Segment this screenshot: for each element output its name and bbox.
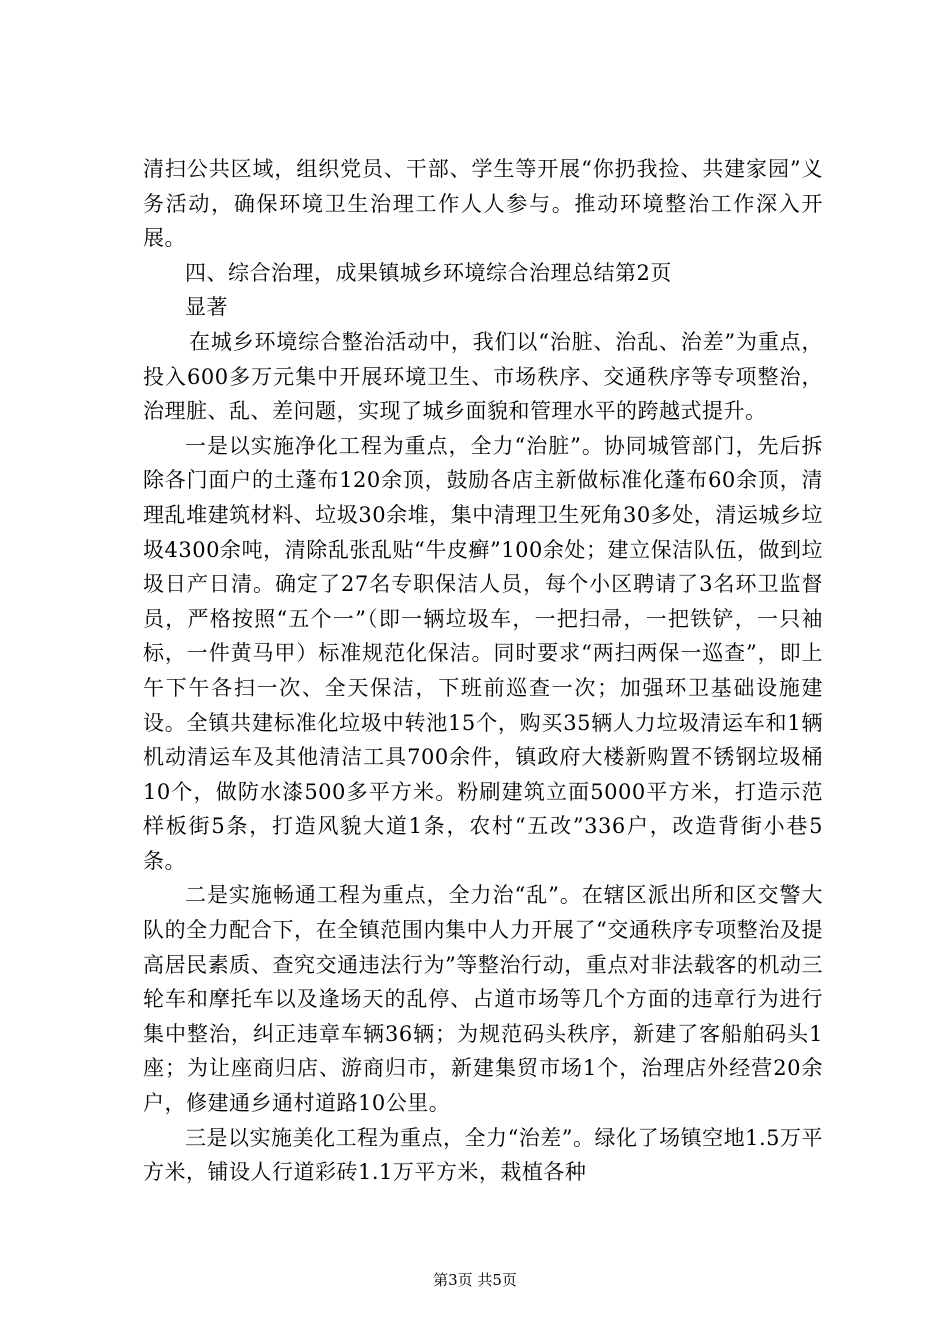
paragraph-cleaning-project: 一是以实施净化工程为重点，全力“治脏”。协同城管部门，先后拆除各门面户的土蓬布120余顶，鼓励各店主新做标准化蓬布60余顶，清理乱堆建筑材料、垃圾30余堆，集中清理卫生死角30多处，清运城乡垃圾4300余吨，清除乱张乱贴“牛皮癣”100余处；建立保洁队伍，做到垃圾日产日清。确定了27名专职保洁人员，每个小区聘请了3名环卫监督员，严格按照“五个一”（即一辆垃圾车，一把扫帚，一把铁铲，一只袖标，一件黄马甲）标准规范化保洁。同时要求“两扫两保一巡查”，即上午下午各扫一次、全天保洁，下班前巡查一次；加强环卫基础设施建设。全镇共建标准化垃圾中转池15个，购买35辆人力垃圾清运车和1辆机动清运车及其他清洁工具700余件，镇政府大楼新购置不锈钢垃圾桶10个，做防水漆500多平方米。粉刷建筑立面5000平方米，打造示范样板街5条，打造风貌大道1条，农村“五改”336户，改造背街小巷5条。 <box>143 433 823 873</box>
paragraph-beautify-project: 三是以实施美化工程为重点，全力“治差”。绿化了场镇空地1.5万平方米，铺设人行道彩砖1.1万平方米，栽植各种 <box>143 1125 823 1185</box>
page-number: 第3页 共5页 <box>433 1271 517 1289</box>
document-body <box>143 152 823 1190</box>
page-footer <box>0 1270 950 1290</box>
paragraph-traffic-project: 二是实施畅通工程为重点，全力治“乱”。在辖区派出所和区交警大队的全力配合下，在全镇范围内集中人力开展了“交通秩序专项整治及提高居民素质、查究交通违法行为”等整治行动，重点对非法载客的机动三轮车和摩托车以及逢场天的乱停、占道市场等几个方面的违章行为进行集中整治，纠正违章车辆36辆；为规范码头秩序，新建了客船舶码头1座；为让座商归店、游商归市，新建集贸市场1个，治理店外经营20余户，修建通乡通村道路10公里。 <box>143 883 823 1116</box>
section-heading-continuation: 显著 <box>185 295 228 320</box>
paragraph-continuation: 清扫公共区域，组织党员、干部、学生等开展“你扔我捡、共建家园”义务活动，确保环境卫生治理工作人人参与。推动环境整治工作深入开展。 <box>143 157 823 251</box>
paragraph-intro: 在城乡环境综合整治活动中，我们以“治脏、治乱、治差”为重点，投入600多万元集中开展环境卫生、市场秩序、交通秩序等专项整治，治理脏、乱、差问题，实现了城乡面貌和管理水平的跨越式提升。 <box>143 329 823 424</box>
section-heading: 四、综合治理，成果镇城乡环境综合治理总结第2页 <box>185 260 672 285</box>
